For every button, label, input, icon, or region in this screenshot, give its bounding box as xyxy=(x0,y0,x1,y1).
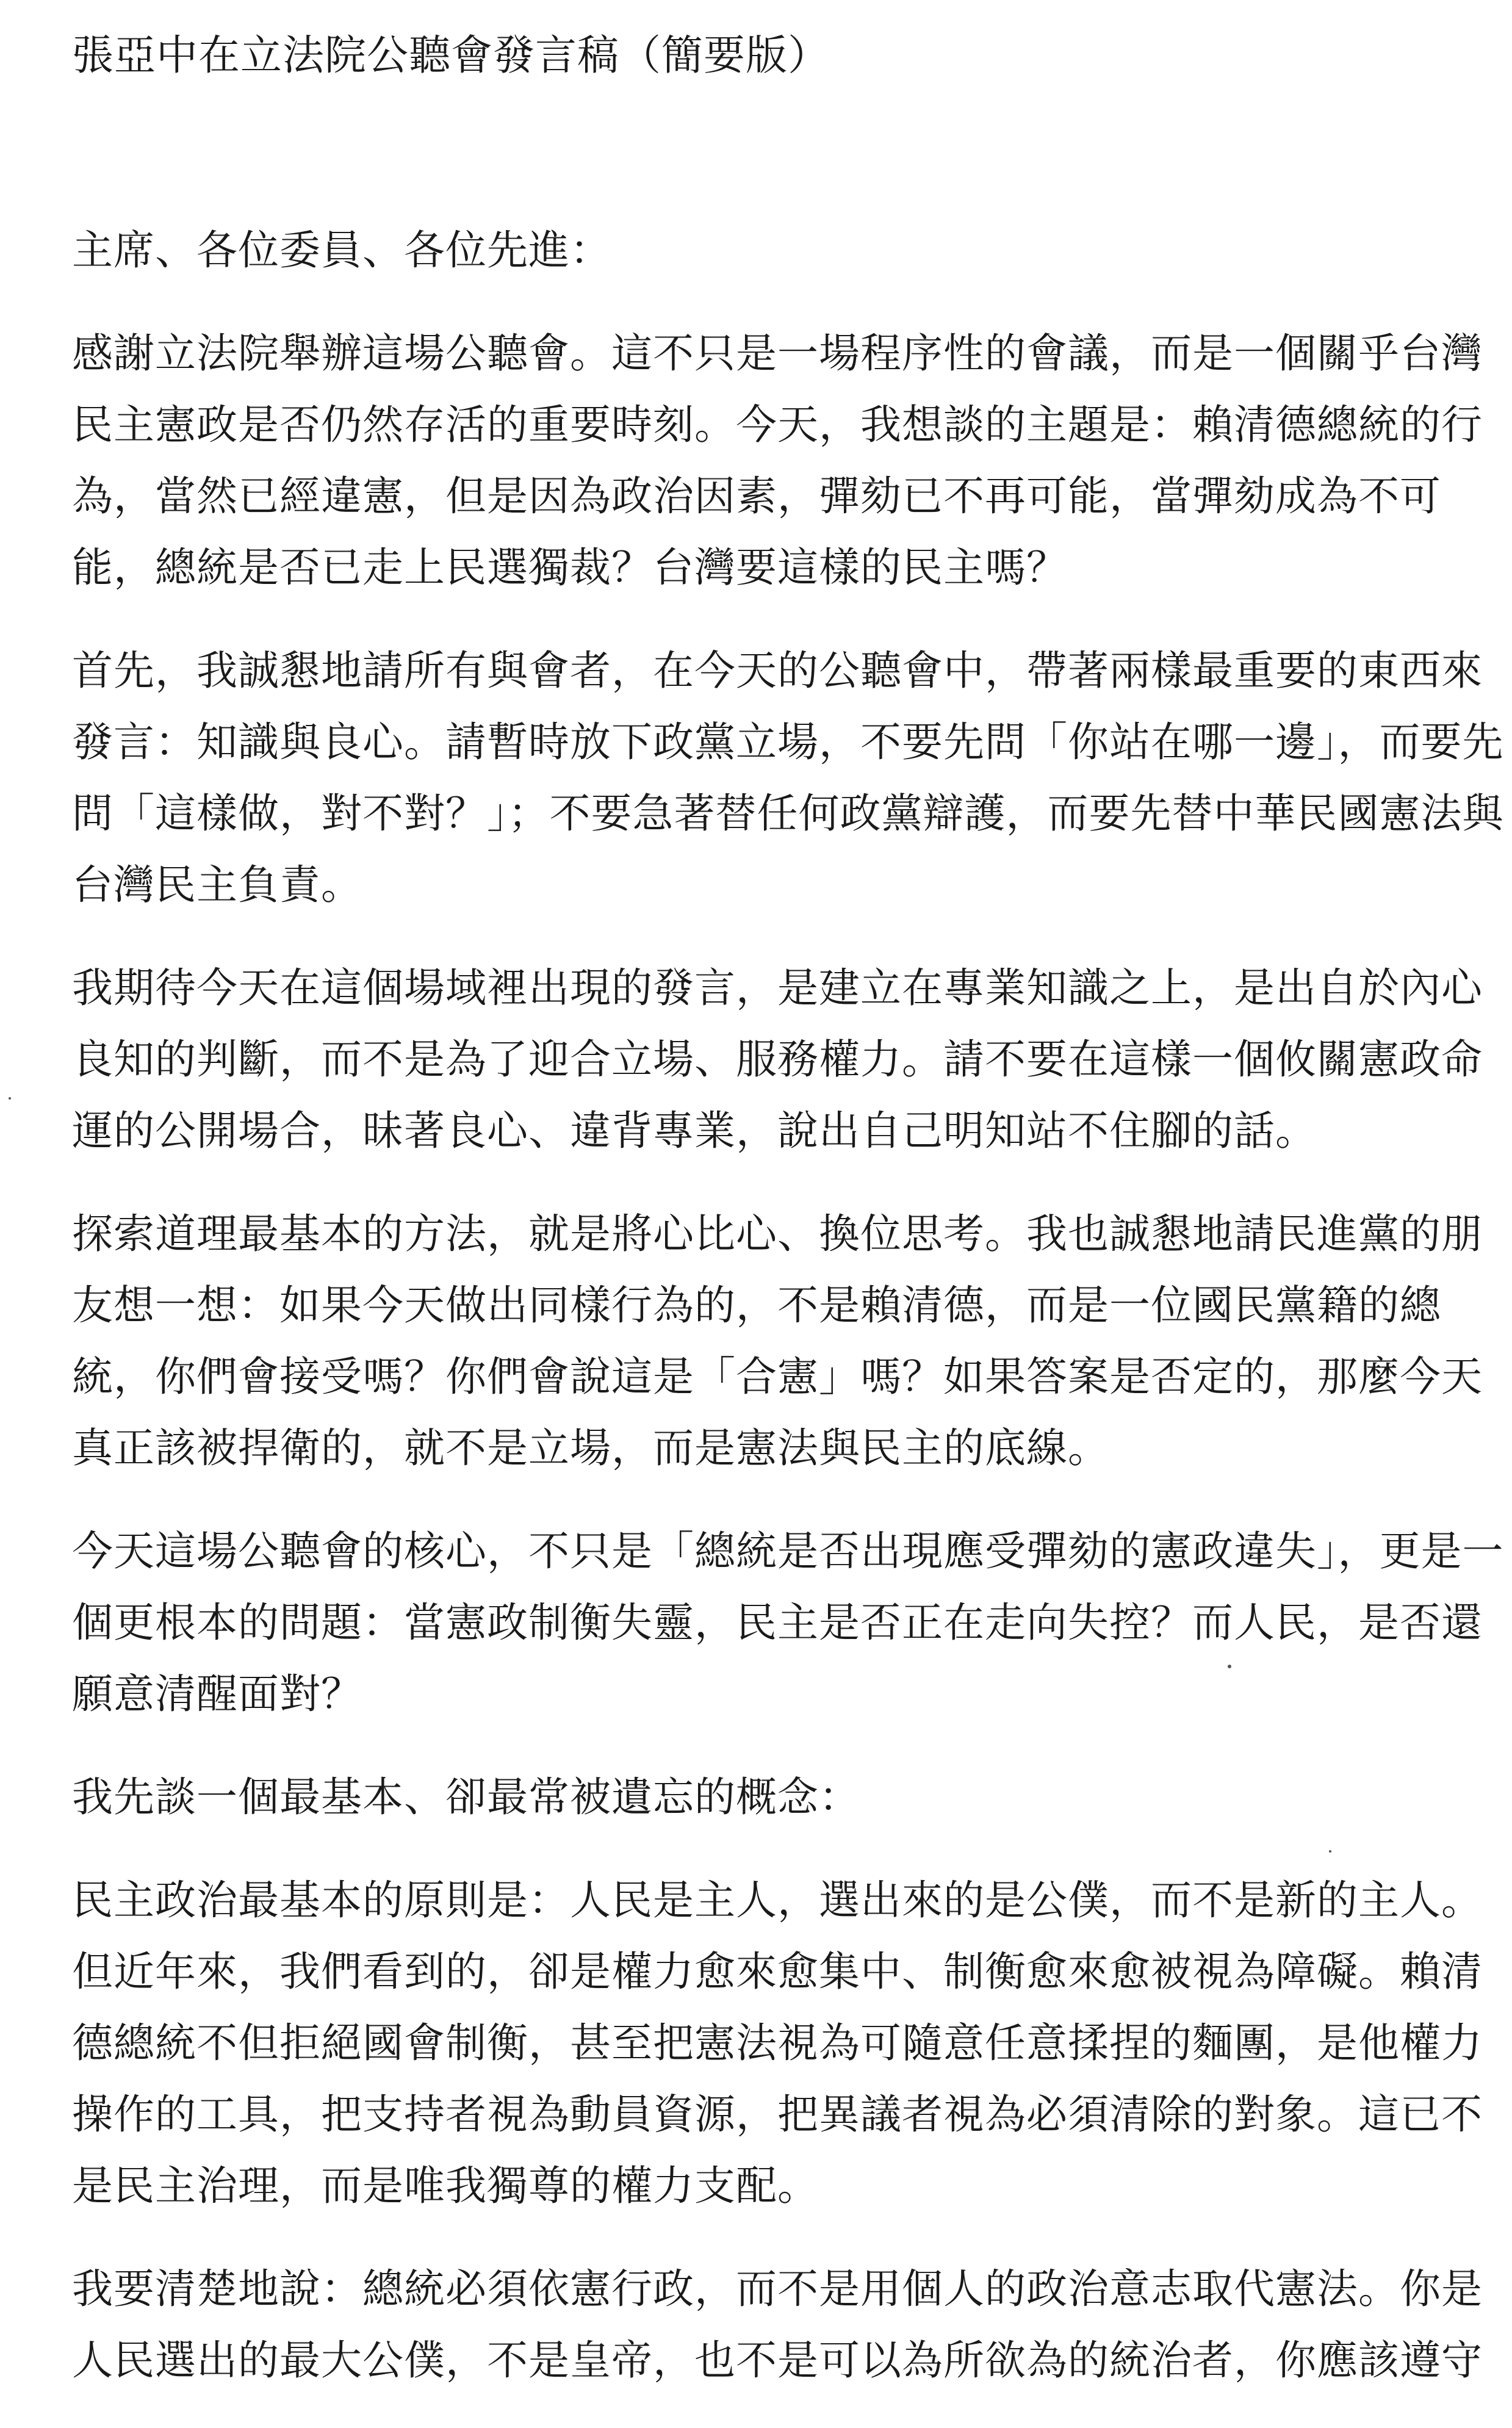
text-line: 良知的判斷，而不是為了迎合立場、服務權力。請不要在這樣一個攸關憲政命 xyxy=(72,1036,1483,1083)
scan-speck xyxy=(9,1097,11,1100)
text-line: 個更根本的問題：當憲政制衡失靈，民主是否正在走向失控？而人民，是否還 xyxy=(72,1599,1483,1646)
paragraph xyxy=(72,1865,1483,2222)
text-line: 問「這樣做，對不對？」；不要急著替任何政黨辯護，而要先替中華民國憲法與 xyxy=(72,790,1504,837)
text-line: 我期待今天在這個場域裡出現的發言，是建立在專業知識之上，是出自於內心 xyxy=(72,964,1483,1012)
text-line: 我先談一個最基本、卻最常被遺忘的概念： xyxy=(72,1773,860,1821)
text-line: 台灣民主負責。 xyxy=(72,861,362,909)
text-line: 感謝立法院舉辦這場公聽會。這不只是一場程序性的會議，而是一個關乎台灣 xyxy=(72,330,1483,377)
text-line: 但近年來，我們看到的，卻是權力愈來愈集中、制衡愈來愈被視為障礙。賴清 xyxy=(72,1948,1483,1995)
text-line: 德總統不但拒絕國會制衡，甚至把憲法視為可隨意任意揉捏的麵團，是他權力 xyxy=(72,2019,1483,2067)
text-line: 我要清楚地說：總統必須依憲行政，而不是用個人的政治意志取代憲法。你是 xyxy=(72,2265,1483,2313)
text-line: 主席、各位委員、各位先進： xyxy=(72,226,611,274)
text-line: 首先，我誠懇地請所有與會者，在今天的公聽會中，帶著兩樣最重要的東西來 xyxy=(72,647,1483,694)
paragraph xyxy=(72,1516,1504,1730)
paragraph xyxy=(72,318,1483,603)
text-line: 探索道理最基本的方法，就是將心比心、換位思考。我也誠懇地請民進黨的朋 xyxy=(72,1210,1483,1258)
text-line: 是民主治理，而是唯我獨尊的權力支配。 xyxy=(72,2162,819,2210)
scan-speck xyxy=(1228,1665,1231,1668)
document-title: 張亞中在立法院公聽會發言稿（簡要版） xyxy=(72,32,830,80)
text-line: 友想一想：如果今天做出同樣行為的，不是賴清德，而是一位國民黨籍的總 xyxy=(72,1281,1441,1329)
text-line: 真正該被捍衛的，就不是立場，而是憲法與民主的底線。 xyxy=(72,1424,1109,1472)
text-line: 發言：知識與良心。請暫時放下政黨立場，不要先問「你站在哪一邊」，而要先 xyxy=(72,718,1504,766)
paragraph xyxy=(72,215,1457,286)
text-line: 願意清醒面對？ xyxy=(72,1670,362,1718)
paragraph xyxy=(72,953,1483,1167)
paragraph xyxy=(72,2253,1483,2396)
text-line: 運的公開場合，昧著良心、違背專業，說出自己明知站不住腳的話。 xyxy=(72,1107,1317,1155)
text-line: 為，當然已經違憲，但是因為政治因素，彈劾已不再可能，當彈劾成為不可 xyxy=(72,472,1441,520)
text-line: 民主憲政是否仍然存活的重要時刻。今天，我想談的主題是：賴清德總統的行 xyxy=(72,401,1483,448)
document-body xyxy=(72,215,1504,2428)
text-line: 人民選出的最大公僕，不是皇帝，也不是可以為所欲為的統治者，你應該遵守 xyxy=(72,2336,1483,2384)
paragraph xyxy=(72,635,1504,921)
text-line: 能，總統是否已走上民選獨裁？台灣要這樣的民主嗎？ xyxy=(72,544,1068,591)
scan-speck xyxy=(1329,1850,1331,1853)
text-line: 民主政治最基本的原則是：人民是主人，選出來的是公僕，而不是新的主人。 xyxy=(72,1876,1483,1924)
paragraph xyxy=(72,1198,1483,1484)
paragraph xyxy=(72,1762,1457,1833)
text-line: 今天這場公聽會的核心，不只是「總統是否出現應受彈劾的憲政違失」，更是一 xyxy=(72,1527,1504,1575)
text-line: 操作的工具，把支持者視為動員資源，把異議者視為必須清除的對象。這已不 xyxy=(72,2091,1483,2138)
text-line: 統，你們會接受嗎？你們會說這是「合憲」嗎？如果答案是否定的，那麼今天 xyxy=(72,1353,1483,1400)
